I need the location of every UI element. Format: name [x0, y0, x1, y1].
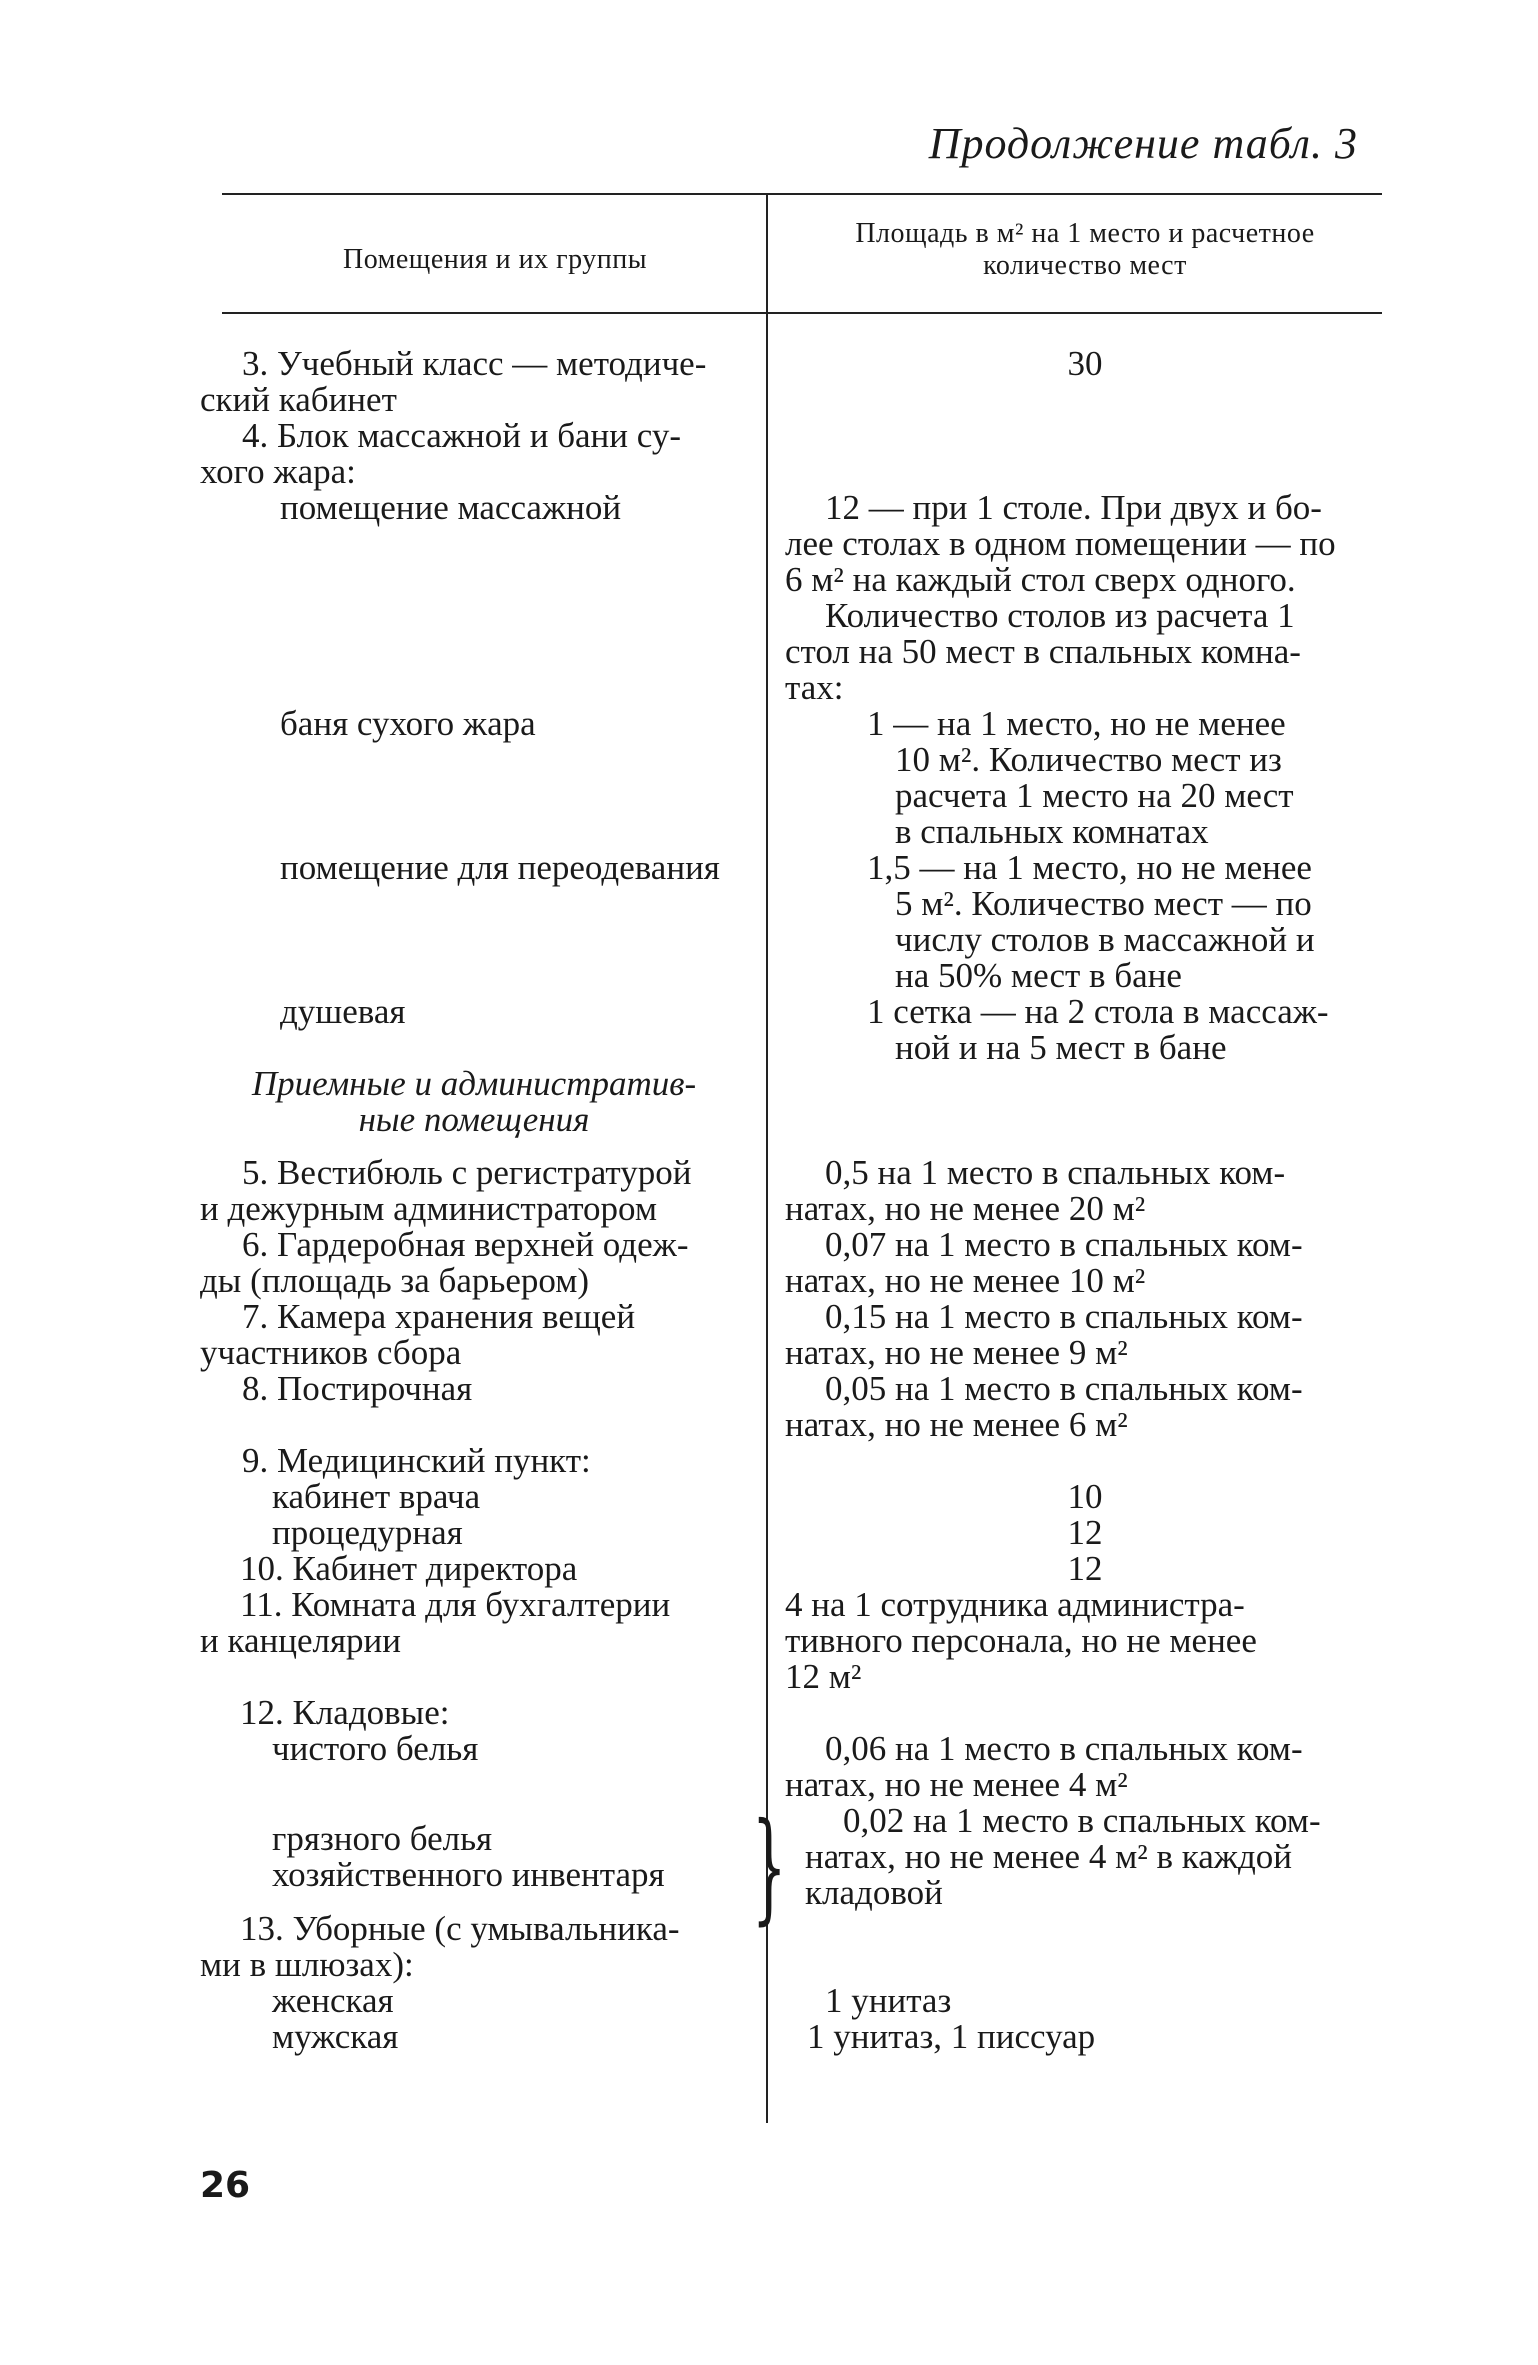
row-value: 1,5 — на 1 место, но не менее — [867, 848, 1312, 887]
row-value: лее столах в одном помещении — по — [785, 524, 1336, 563]
page-header: Продолжение табл. 3 — [928, 119, 1358, 168]
row-value: натах, но не менее 9 м² — [785, 1333, 1128, 1372]
row-value: 1 унитаз — [825, 1981, 952, 2020]
row-label: помещение массажной — [280, 488, 622, 527]
row-value: 0,15 на 1 место в спальных ком- — [825, 1297, 1303, 1336]
row-label: 10. Кабинет директора — [240, 1549, 578, 1588]
column-header-right — [790, 218, 1380, 282]
row-label: 11. Комната для бухгалтерии — [240, 1585, 671, 1624]
table-header-rule — [222, 312, 1382, 314]
row-value: 5 м². Количество мест — по — [895, 884, 1312, 923]
row-label: ский кабинет — [200, 380, 397, 419]
row-value: Количество столов из расчета 1 — [825, 596, 1295, 635]
row-value: стол на 50 мест в спальных комна- — [785, 632, 1301, 671]
row-value: 4 на 1 сотрудника администра- — [785, 1585, 1245, 1624]
row-value: 30 — [1067, 344, 1103, 383]
row-value: 12 м² — [785, 1657, 862, 1696]
row-label: 3. Учебный класс — методиче- — [242, 344, 707, 383]
row-value: 0,05 на 1 место в спальных ком- — [825, 1369, 1303, 1408]
row-label: 4. Блок массажной и бани су- — [242, 416, 681, 455]
section-heading: ные помещения — [358, 1100, 590, 1139]
row-value: в спальных комнатах — [895, 812, 1209, 851]
row-label: 12. Кладовые: — [240, 1693, 450, 1732]
row-label: участников сбора — [200, 1333, 462, 1372]
row-value: 12 — [1067, 1549, 1103, 1588]
row-value: 1 сетка — на 2 стола в массаж- — [867, 992, 1329, 1031]
brace-symbol: } — [752, 1798, 787, 1937]
row-label: помещение для переодевания — [280, 848, 720, 887]
row-label: женская — [272, 1981, 394, 2020]
row-label: и дежурным администратором — [200, 1189, 658, 1228]
row-value: расчета 1 место на 20 мест — [895, 776, 1294, 815]
row-value: 1 — на 1 место, но не менее — [867, 704, 1286, 743]
row-value: на 50% мест в бане — [895, 956, 1182, 995]
row-value: ной и на 5 мест в бане — [895, 1028, 1227, 1067]
row-value: 10 — [1067, 1477, 1103, 1516]
row-label: баня сухого жара — [280, 704, 536, 743]
row-value: натах, но не менее 20 м² — [785, 1189, 1146, 1228]
table-top-rule — [222, 193, 1382, 195]
row-value: кладовой — [805, 1873, 943, 1912]
page-number: 26 — [200, 2165, 251, 2206]
row-label: чистого белья — [272, 1729, 479, 1768]
row-label: 5. Вестибюль с регистратурой — [242, 1153, 692, 1192]
column-header-right-line: количество мест — [983, 250, 1187, 281]
row-label: грязного белья — [272, 1819, 493, 1858]
row-value: 10 м². Количество мест из — [895, 740, 1282, 779]
row-value: 0,06 на 1 место в спальных ком- — [825, 1729, 1303, 1768]
column-header-right-line: Площадь в м² на 1 место и расчетное — [855, 218, 1315, 249]
row-label: процедурная — [272, 1513, 463, 1552]
section-heading: Приемные и административ- — [251, 1064, 697, 1103]
row-value: 12 — [1067, 1513, 1103, 1552]
row-label: кабинет врача — [272, 1477, 481, 1516]
row-value: числу столов в массажной и — [895, 920, 1315, 959]
row-label: хозяйственного инвентаря — [272, 1855, 665, 1894]
row-value: 0,07 на 1 место в спальных ком- — [825, 1225, 1303, 1264]
row-label: и канцелярии — [200, 1621, 402, 1660]
row-value: 1 унитаз, 1 писсуар — [807, 2017, 1096, 2056]
row-value: 12 — при 1 столе. При двух и бо- — [825, 488, 1322, 527]
row-value: натах, но не менее 4 м² в каждой — [805, 1837, 1292, 1876]
row-value: 6 м² на каждый стол сверх одного. — [785, 560, 1296, 599]
row-label: ды (площадь за барьером) — [200, 1261, 590, 1300]
row-value: тах: — [785, 668, 844, 707]
row-value: натах, но не менее 10 м² — [785, 1261, 1146, 1300]
row-label: 6. Гардеробная верхней одеж- — [242, 1225, 689, 1264]
row-label: хого жара: — [200, 452, 356, 491]
row-label: душевая — [280, 992, 406, 1031]
row-label: мужская — [272, 2017, 399, 2056]
row-label: 13. Уборные (с умывальника- — [240, 1909, 680, 1948]
row-value: 0,5 на 1 место в спальных ком- — [825, 1153, 1286, 1192]
row-label: 8. Постирочная — [242, 1369, 473, 1408]
row-label: ми в шлюзах): — [200, 1945, 414, 1984]
column-header-left: Помещения и их группы — [342, 244, 648, 275]
row-value: тивного персонала, но не менее — [785, 1621, 1257, 1660]
row-label: 7. Камера хранения вещей — [242, 1297, 636, 1336]
row-value: натах, но не менее 6 м² — [785, 1405, 1128, 1444]
row-value: натах, но не менее 4 м² — [785, 1765, 1128, 1804]
row-value: 0,02 на 1 место в спальных ком- — [843, 1801, 1321, 1840]
row-label: 9. Медицинский пункт: — [242, 1441, 591, 1480]
